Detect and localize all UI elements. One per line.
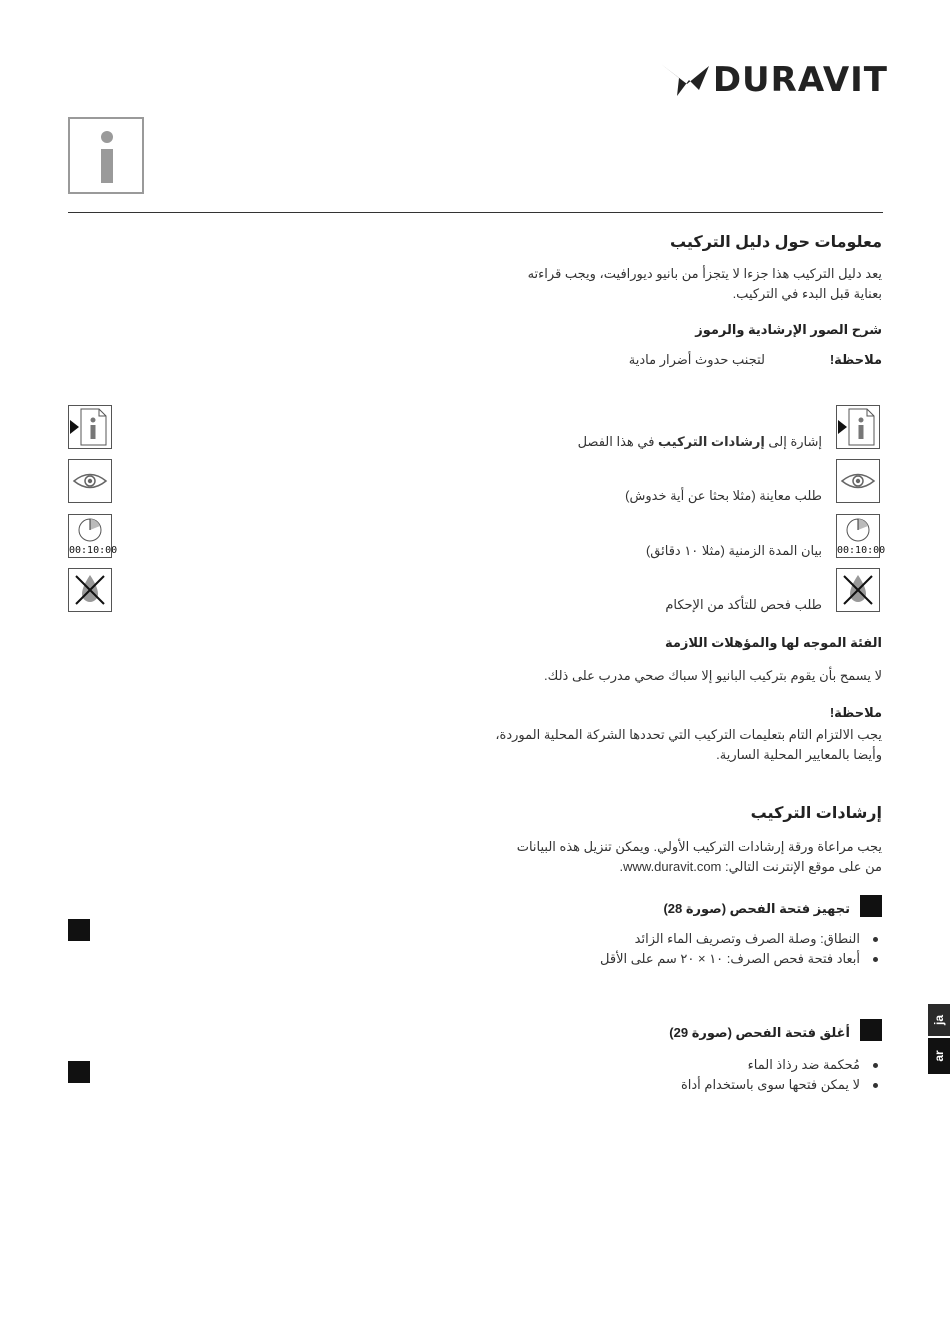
step-title: أغلق فتحة الفحص (صورة 29) [669, 1025, 850, 1040]
step-marker [68, 919, 90, 941]
lang-tab-ar[interactable]: ar [928, 1038, 950, 1074]
timer-icon [836, 514, 886, 558]
row-text-bold: إرشادات التركيب [658, 434, 765, 449]
section-title-audience: الفئة الموجه لها والمؤهلات اللازمة [665, 635, 882, 650]
symbol-row-info-text [578, 434, 822, 450]
info-icon [836, 405, 880, 449]
step-marker [860, 895, 882, 917]
note-text: لتجنب حدوث أضرار مادية [628, 352, 765, 367]
timer-icon [68, 514, 118, 558]
bullet-item: أبعاد فتحة فحص الصرف: ١٠ × ٢٠ سم على الأقل [600, 949, 882, 969]
step-marker [860, 1019, 882, 1041]
audience-body: لا يسمح بأن يقوم بتركيب البانيو إلا سباك صحي مدرب على ذلك. [544, 668, 882, 683]
step-marker [68, 1061, 90, 1083]
section-title-symbols: شرح الصور الإرشادية والرموز [695, 322, 882, 337]
symbol-row-leak-text: طلب فحص للتأكد من الإحكام [665, 597, 822, 612]
symbol-row-timer-text: بيان المدة الزمنية (مثلا ١٠ دقائق) [645, 543, 822, 558]
no-leak-icon [68, 568, 112, 612]
step-bullets [600, 929, 882, 969]
no-leak-icon [836, 568, 880, 612]
info-icon [68, 405, 112, 449]
bullet-item: النطاق: وصلة الصرف وتصريف الماء الزائد [600, 929, 882, 949]
symbol-row-eye-text: طلب معاينة (مثلا بحثا عن أية خدوش) [625, 488, 822, 503]
bullet-item: مُحكمة ضد رذاذ الماء [681, 1055, 882, 1075]
body-line: من على موقع الإنترنت التالي: www.duravit.com. [619, 859, 882, 874]
eye-icon [836, 459, 880, 503]
note-line: وأيضا بالمعايير المحلية السارية. [716, 747, 882, 762]
chapter-info-icon [68, 117, 144, 194]
timer-label: 00:10:00 [837, 545, 886, 556]
note-label: ملاحظة! [829, 352, 882, 367]
body-line: يجب مراعاة ورقة إرشادات التركيب الأولي. ويمكن تنزيل هذه البيانات [516, 839, 882, 854]
audience-note-text [495, 725, 882, 765]
eye-icon [68, 459, 112, 503]
section-about-body [528, 264, 882, 304]
section-title-about: معلومات حول دليل التركيب [669, 234, 882, 251]
install-body [517, 837, 882, 877]
step-title: تجهيز فتحة الفحص (صورة 28) [663, 901, 850, 916]
timer-label: 00:10:00 [69, 545, 118, 556]
logo-text: DURAVIT [712, 60, 888, 100]
step-bullets [681, 1055, 882, 1095]
body-line: بعناية قبل البدء في التركيب. [732, 286, 882, 301]
duravit-bird-icon [659, 60, 711, 100]
bullet-item: لا يمكن فتحها سوى باستخدام أداة [681, 1075, 882, 1095]
duravit-logo [659, 60, 888, 100]
lang-tab-ja[interactable]: ja [928, 1004, 950, 1036]
body-line: يعد دليل التركيب هذا جزءا لا يتجزأ من بانيو ديورافيت، ويجب قراءته [527, 266, 882, 281]
note-line: يجب الالتزام التام بتعليمات التركيب التي تحددها الشركة المحلية الموردة، [495, 727, 882, 742]
section-title-install: إرشادات التركيب [750, 805, 882, 822]
row-text-pre: إشارة إلى [764, 434, 822, 449]
audience-note-label: ملاحظة! [829, 705, 882, 720]
header-divider [68, 212, 883, 213]
row-text-post: في هذا الفصل [577, 434, 659, 449]
